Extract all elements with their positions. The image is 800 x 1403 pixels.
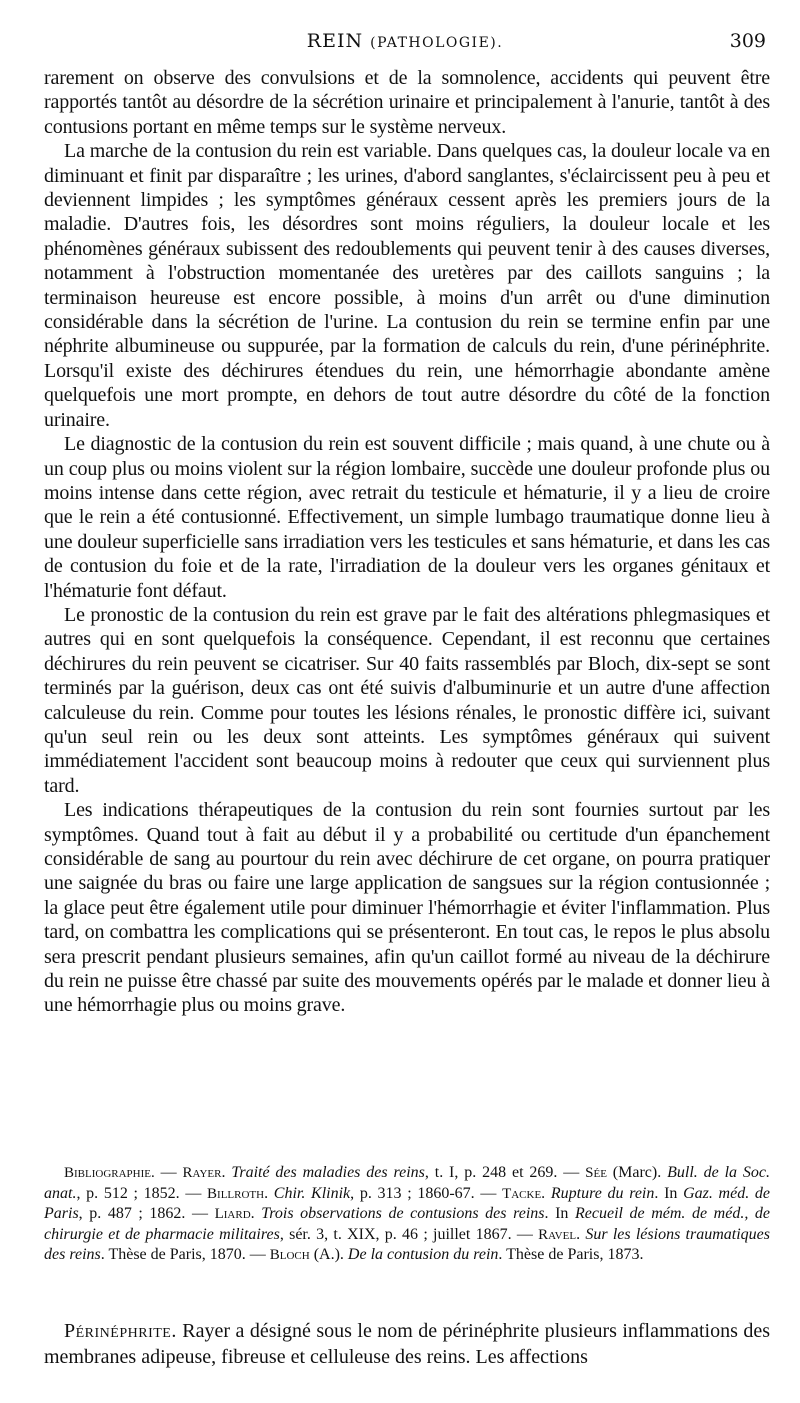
bibliography-text: . In [544,1205,575,1222]
page-number: 309 [729,30,766,52]
running-title-sub: (PATHOLOGIE). [370,35,504,51]
bibliography-text: . In [654,1184,684,1202]
bibliography-title: Gaz. méd. de Paris [44,1184,770,1222]
bibliography-text: . [264,1184,274,1202]
body-text [44,66,770,1018]
bibliography-title: Recueil de mém. de méd., de chirurgie et de pharmacie militaires [44,1205,771,1243]
section-text: Rayer a désigné sous le nom de périnéphrite plusieurs inflammations des membranes adipeuse, fibreuse et celluleuse des reins. Les affections [44,1320,770,1368]
bibliography [44,1163,770,1266]
bibliography-text: — [154,1164,183,1181]
bibliography-title: Rupture du rein [550,1184,655,1202]
running-title [44,30,766,52]
bibliography-text: (Marc). [606,1164,668,1181]
bibliography-label: Bibliographie. [64,1165,155,1181]
bibliography-author: Billroth [207,1185,265,1202]
bibliography-text: . Thèse de Paris, 1873. [498,1246,644,1263]
bibliography-text: , p. 487 ; 1862. — [78,1205,215,1222]
bibliography-text: . [221,1164,232,1181]
bibliography-author: Sée [585,1165,607,1181]
bibliography-author: Bloch [269,1247,310,1263]
bibliography-text: , p. 512 ; 1852. — [76,1184,208,1202]
bibliography-title: Bull. de la Soc. anat. [44,1164,771,1202]
paragraph-pronostic: Le pronostic de la contusion du rein est grave par le fait des altérations phlegmasiques et autres qui en sont quelquefois la conséquence. Cependant, il est reconnu que certaines déchirures du rein peuvent se cicatriser. Sur 40 faits rassemblés par Bloch, dix-sept se sont terminés par la guérison, deux cas ont été suivis d'albuminurie et un autre d'une affection calculeuse du rein. Comme pour toutes les lésions rénales, le pronostic diffère ici, suivant qu'un seul rein ou les deux sont atteints. Les symptômes généraux qui suivent immédiatement l'accident sont beaucoup moins à redouter que ceux qui surviennent plus tard. [44,603,770,797]
bibliography-title: De la contusion du rein [347,1246,499,1263]
bibliography-text: . Thèse de Paris, 1870. — [100,1246,270,1263]
page-header [44,30,766,60]
section-heading: Périnéphrite. [64,1320,177,1342]
paragraph-diagnostic: Le diagnostic de la contusion du rein est souvent difficile ; mais quand, à une chute ou à un coup plus ou moins violent sur la région lombaire, succède une douleur profonde plus ou moins intense dans cette région, avec retrait du testicule et hématurie, il y a lieu de croire que le rein a été contusionné. Effectivement, un simple lumbago traumatique donne lieu à une douleur superficielle sans irradiation vers les testicules et sans hématurie, et dans les cas de contusion du foie et de la rate, l'irradiation de la douleur vers les organes génitaux et l'hématurie font défaut. [44,433,770,602]
bibliography-text: , t. I, p. 248 et 269. — [424,1164,586,1181]
bibliography-text: . [576,1225,586,1243]
section-perinephrite [44,1318,770,1370]
bibliography-author: Liard [214,1206,251,1222]
bibliography-text: (A.). [309,1246,348,1263]
paragraph-continuation: rarement on observe des convulsions et de la somnolence, accidents qui peuvent être rapportés tantôt au désordre de la sécrétion urinaire et principalement à l'anurie, tantôt à des contusions portant en même temps sur le système nerveux. [44,67,770,138]
bibliography-title: Chir. Klinik [273,1184,351,1202]
bibliography-author: Tacke [502,1185,542,1202]
bibliography-author: Ravel [538,1226,577,1243]
bibliography-text: , sér. 3, t. XIX, p. 46 ; juillet 1867. — [279,1225,539,1243]
bibliography-author: Rayer [182,1165,222,1181]
bibliography-text: . [250,1205,262,1222]
bibliography-title: Sur les lésions traumatiques des reins [44,1225,771,1263]
running-title-main: REIN [306,30,364,52]
paragraph-marche: La marche de la contusion du rein est variable. Dans quelques cas, la douleur locale va en diminuant et finit par disparaître ; les urines, d'abord sanglantes, s'éclaircissent peu à peu et deviennent limpides ; les symptômes généraux cessent après les premiers jours de la maladie. D'autres fois, les désordres sont moins réguliers, la douleur locale et les phénomènes généraux subissent des redoublements qui peuvent tenir à des causes diverses, notamment à l'obstruction momentanée des uretères par des caillots sanguins ; la terminaison heureuse est encore possible, à moins d'un arrêt ou d'une diminution considérable dans la sécrétion de l'urine. La contusion du rein se termine enfin par une néphrite albumineuse ou suppurée, par la formation de calculs du rein, d'une périnéphrite. Lorsqu'il existe des déchirures étendues du rein, une hémorrhagie abondante amène quelquefois une mort prompte, en dehors de tout autre désordre du côté de la fonction urinaire. [44,140,770,431]
paragraph-indications: Les indications thérapeutiques de la contusion du rein sont fournies surtout par les symptômes. Quand tout à fait au début il y a probabilité ou certitude d'un épanchement considérable de sang au pourtour du rein avec déchirure de cet organe, on pourra pratiquer une saignée du bras ou faire une large application de sangsues sur la région contusionnée ; la glace peut être également utile pour diminuer l'hémorrhagie et éviter l'inflammation. Plus tard, on combattra les complications qui se présenteront. En tout cas, le repos le plus absolu sera prescrit pendant plusieurs semaines, afin qu'un caillot formé au niveau de la déchirure du rein ne puisse être chassé par suite des mouvements opérés par le malade et donner lieu à une hémorrhagie plus ou moins grave. [44,799,770,1017]
bibliography-title: Trois observations de contusions des reins [261,1205,545,1222]
bibliography-text: , p. 313 ; 1860-67. — [350,1184,503,1202]
bibliography-title: Traité des maladies des reins [231,1164,425,1181]
bibliography-text: . [541,1184,551,1202]
